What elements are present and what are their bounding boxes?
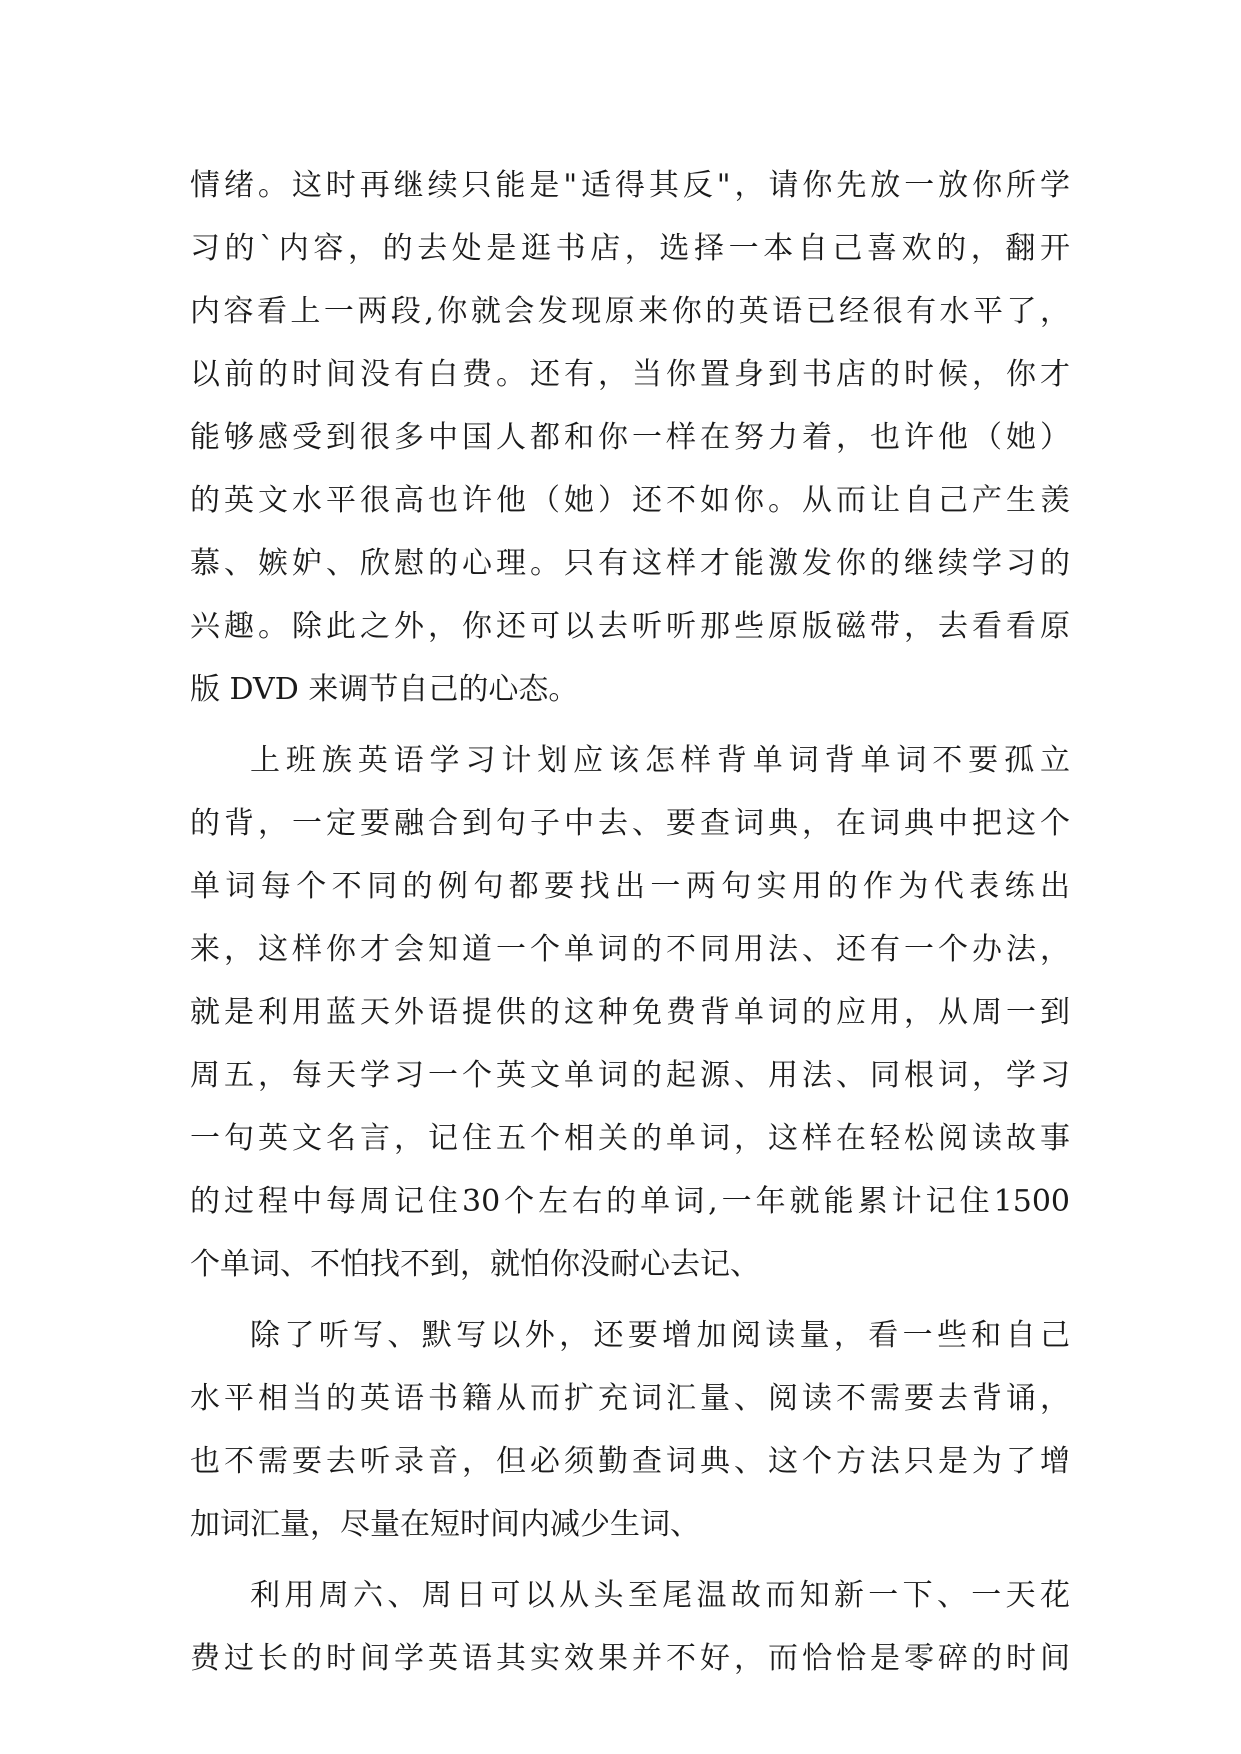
text-line: 的过程中每周记住30个左右的单词,一年就能累计记住1500 (190, 1184, 1070, 1219)
text-line: 也不需要去听录音，但必须勤查词典、这个方法只是为了增 (190, 1444, 1070, 1479)
text-line: 兴趣。除此之外，你还可以去听听那些原版磁带，去看看原 (190, 609, 1070, 644)
text-line: 版 DVD 来调节自己的心态。 (190, 672, 579, 707)
text-line: 加词汇量，尽量在短时间内减少生词、 (190, 1507, 700, 1542)
text-line: 能够感受到很多中国人都和你一样在努力着，也许他（她） (190, 420, 1070, 455)
text-line: 就是利用蓝天外语提供的这种免费背单词的应用，从周一到 (190, 995, 1070, 1030)
text-line: 一句英文名言，记住五个相关的单词，这样在轻松阅读故事 (190, 1121, 1070, 1156)
text-line: 周五，每天学习一个英文单词的起源、用法、同根词，学习 (190, 1058, 1070, 1093)
paragraph (190, 1564, 1070, 1690)
paragraph (190, 154, 1070, 721)
text-line: 水平相当的英语书籍从而扩充词汇量、阅读不需要去背诵， (190, 1381, 1070, 1416)
text-line: 的英文水平很高也许他（她）还不如你。从而让自己产生羡 (190, 483, 1070, 518)
paragraph (190, 729, 1070, 1296)
text-line: 单词每个不同的例句都要找出一两句实用的作为代表练出 (190, 869, 1070, 904)
text-line: 内容看上一两段,你就会发现原来你的英语已经很有水平了， (190, 294, 1070, 329)
text-line: 上班族英语学习计划应该怎样背单词背单词不要孤立 (250, 743, 1070, 778)
text-line: 的背，一定要融合到句子中去、要查词典，在词典中把这个 (190, 806, 1070, 841)
text-line: 来，这样你才会知道一个单词的不同用法、还有一个办法， (190, 932, 1070, 967)
paragraph (190, 1304, 1070, 1556)
text-line: 习的`内容，的去处是逛书店，选择一本自己喜欢的，翻开 (190, 231, 1070, 266)
body-text (190, 154, 1070, 1690)
text-line: 慕、嫉妒、欣慰的心理。只有这样才能激发你的继续学习的 (190, 546, 1070, 581)
text-line: 情绪。这时再继续只能是"适得其反"，请你先放一放你所学 (190, 168, 1070, 203)
text-line: 利用周六、周日可以从头至尾温故而知新一下、一天花 (250, 1578, 1070, 1613)
text-line: 个单词、不怕找不到，就怕你没耐心去记、 (190, 1247, 760, 1282)
text-line: 以前的时间没有白费。还有，当你置身到书店的时候，你才 (190, 357, 1070, 392)
text-line: 费过长的时间学英语其实效果并不好，而恰恰是零碎的时间 (190, 1641, 1070, 1676)
text-line: 除了听写、默写以外，还要增加阅读量，看一些和自己 (250, 1318, 1070, 1353)
